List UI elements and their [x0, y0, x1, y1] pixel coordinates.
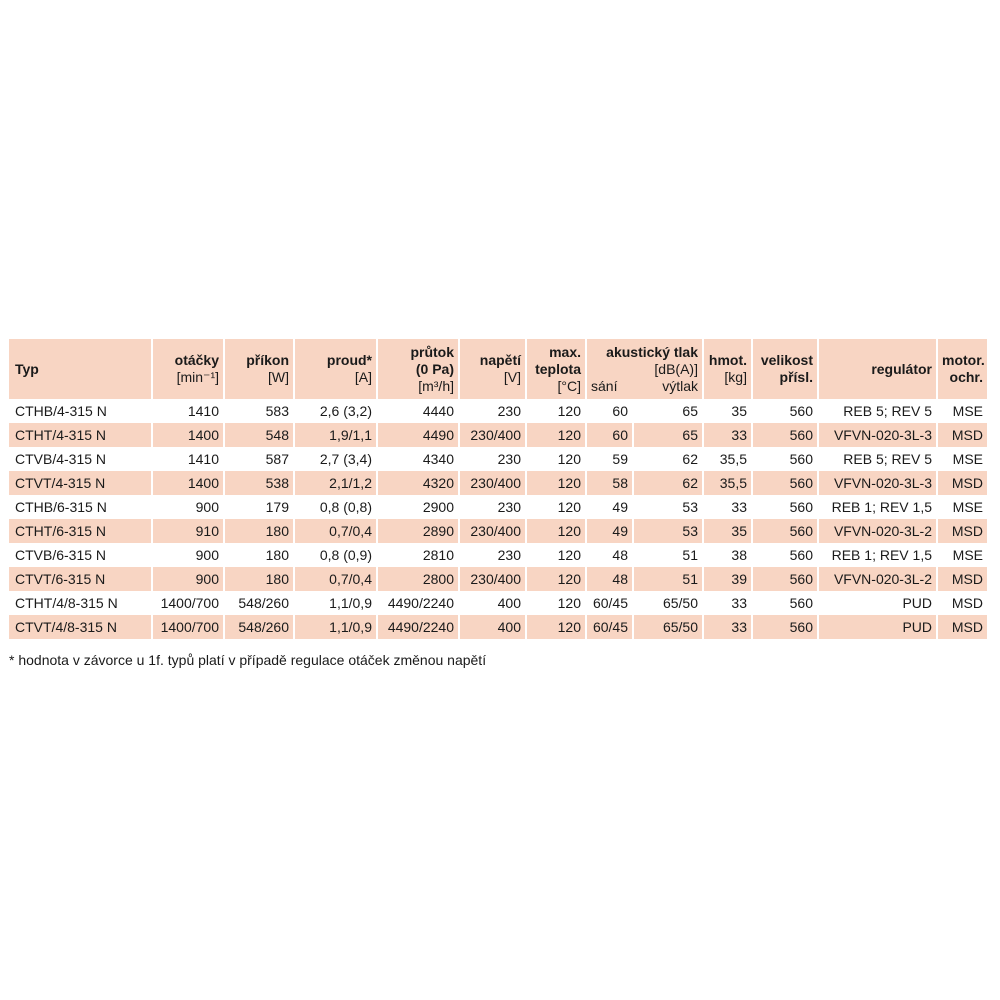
table-row [9, 447, 987, 471]
cell-teplota: 120 [526, 471, 586, 495]
col-header-otacky [152, 339, 224, 399]
cell-velikost: 560 [752, 615, 818, 639]
cell-teplota: 120 [526, 591, 586, 615]
velikost-label-2: přísl. [779, 369, 813, 385]
cell-prikon: 548/260 [224, 591, 294, 615]
proud-label: proud* [326, 352, 372, 368]
cell-prikon: 180 [224, 543, 294, 567]
teplota-unit: [°C] [557, 377, 581, 394]
col-header-motor [937, 339, 987, 399]
cell-proud: 0,8 (0,9) [294, 543, 377, 567]
cell-velikost: 560 [752, 495, 818, 519]
cell-teplota: 120 [526, 615, 586, 639]
cell-napeti: 230 [459, 495, 526, 519]
cell-prikon: 548/260 [224, 615, 294, 639]
cell-proud: 1,1/0,9 [294, 591, 377, 615]
cell-otacky: 1400/700 [152, 591, 224, 615]
cell-teplota: 120 [526, 399, 586, 423]
cell-tlak-vytlak: 65 [633, 399, 703, 423]
cell-regulator: REB 1; REV 1,5 [818, 495, 937, 519]
cell-regulator: REB 5; REV 5 [818, 447, 937, 471]
cell-typ: CTHB/4-315 N [9, 399, 152, 423]
table-row [9, 423, 987, 447]
cell-hmot: 33 [703, 423, 752, 447]
cell-napeti: 230 [459, 399, 526, 423]
table-row [9, 399, 987, 423]
cell-typ: CTVT/4/8-315 N [9, 615, 152, 639]
spec-table [9, 339, 987, 639]
cell-teplota: 120 [526, 543, 586, 567]
teplota-label-2: teplota [535, 360, 581, 377]
hmot-label: hmot. [708, 352, 747, 368]
cell-motor-ochrana: MSD [937, 615, 987, 639]
cell-typ: CTHB/6-315 N [9, 495, 152, 519]
hmot-unit: [kg] [724, 369, 747, 385]
cell-tlak-vytlak: 62 [633, 471, 703, 495]
cell-otacky: 900 [152, 543, 224, 567]
cell-napeti: 400 [459, 615, 526, 639]
cell-tlak-vytlak: 62 [633, 447, 703, 471]
cell-tlak-vytlak: 65/50 [633, 591, 703, 615]
cell-motor-ochrana: MSE [952, 547, 983, 563]
cell-proud: 0,7/0,4 [294, 567, 377, 591]
motor-label-2: ochr. [949, 369, 983, 385]
cell-tlak-vytlak: 65 [633, 423, 703, 447]
cell-velikost: 560 [752, 423, 818, 447]
col-header-hmot [703, 339, 752, 399]
cell-napeti: 400 [459, 591, 526, 615]
cell-tlak-vytlak: 53 [633, 495, 703, 519]
otacky-unit: [min⁻¹] [176, 369, 219, 385]
cell-tlak-sani: 60 [586, 399, 633, 423]
cell-tlak-sani: 60/45 [586, 591, 633, 615]
table-row [9, 591, 987, 615]
cell-motor-ochrana: MSE [952, 403, 983, 419]
cell-tlak-vytlak: 53 [633, 519, 703, 543]
tlak-subheaders [591, 378, 698, 395]
tlak-label: akustický tlak [606, 343, 698, 360]
cell-otacky: 900 [152, 567, 224, 591]
cell-hmot: 33 [703, 591, 752, 615]
cell-prikon: 179 [224, 495, 294, 519]
cell-regulator: VFVN-020-3L-3 [818, 471, 937, 495]
cell-regulator: VFVN-020-3L-2 [818, 519, 937, 543]
cell-hmot: 39 [703, 567, 752, 591]
napeti-unit: [V] [503, 369, 521, 385]
col-header-prutok [377, 339, 459, 399]
cell-velikost: 560 [752, 519, 818, 543]
cell-tlak-sani: 60/45 [586, 615, 633, 639]
cell-proud: 0,8 (0,8) [294, 495, 377, 519]
cell-prikon: 583 [224, 399, 294, 423]
tlak-sani-label: sání [591, 377, 618, 394]
cell-regulator: VFVN-020-3L-3 [818, 423, 937, 447]
typ-label: Typ [15, 360, 39, 377]
cell-typ: CTVT/4-315 N [9, 471, 152, 495]
col-header-napeti [459, 339, 526, 399]
proud-unit: [A] [354, 369, 372, 385]
footnote: * hodnota v závorce u 1f. typů platí v případě regulace otáček změnou napětí [9, 652, 487, 668]
cell-otacky: 1400 [152, 423, 224, 447]
cell-hmot: 33 [703, 495, 752, 519]
cell-regulator: REB 1; REV 1,5 [818, 543, 937, 567]
velikost-label-1: velikost [760, 352, 813, 368]
cell-proud: 2,6 (3,2) [294, 399, 377, 423]
cell-proud: 2,7 (3,4) [294, 447, 377, 471]
cell-napeti: 230/400 [459, 423, 526, 447]
cell-typ: CTVB/6-315 N [9, 543, 152, 567]
cell-prikon: 587 [224, 447, 294, 471]
cell-prikon: 538 [224, 471, 294, 495]
cell-tlak-sani: 49 [586, 495, 633, 519]
cell-tlak-sani: 49 [586, 519, 633, 543]
cell-napeti: 230/400 [459, 519, 526, 543]
cell-napeti: 230 [459, 543, 526, 567]
cell-prutok: 4490/2240 [377, 615, 459, 639]
cell-teplota: 120 [526, 519, 586, 543]
cell-prutok: 4340 [377, 447, 459, 471]
cell-proud: 2,1/1,2 [294, 471, 377, 495]
cell-prikon: 548 [224, 423, 294, 447]
table-row [9, 471, 987, 495]
cell-otacky: 910 [152, 519, 224, 543]
cell-otacky: 1400 [152, 471, 224, 495]
cell-otacky: 1400/700 [152, 615, 224, 639]
cell-velikost: 560 [752, 447, 818, 471]
cell-teplota: 120 [526, 567, 586, 591]
cell-prutok: 2900 [377, 495, 459, 519]
cell-typ: CTVT/6-315 N [9, 567, 152, 591]
cell-teplota: 120 [526, 423, 586, 447]
cell-tlak-vytlak: 65/50 [633, 615, 703, 639]
cell-regulator: PUD [818, 615, 937, 639]
cell-proud: 1,1/0,9 [294, 615, 377, 639]
cell-otacky: 1410 [152, 399, 224, 423]
cell-tlak-sani: 58 [586, 471, 633, 495]
cell-velikost: 560 [752, 471, 818, 495]
cell-tlak-sani: 59 [586, 447, 633, 471]
tlak-unit: [dB(A)] [654, 360, 698, 377]
cell-prutok: 2890 [377, 519, 459, 543]
cell-tlak-sani: 48 [586, 567, 633, 591]
col-header-teplota [526, 339, 586, 399]
cell-tlak-sani: 48 [586, 543, 633, 567]
table-row [9, 543, 987, 567]
cell-velikost: 560 [752, 399, 818, 423]
cell-otacky: 900 [152, 495, 224, 519]
cell-velikost: 560 [752, 543, 818, 567]
cell-teplota: 120 [526, 447, 586, 471]
col-header-typ [9, 339, 152, 399]
cell-prikon: 180 [224, 567, 294, 591]
cell-prutok: 4440 [377, 399, 459, 423]
cell-prutok: 2810 [377, 543, 459, 567]
cell-motor-ochrana: MSD [937, 423, 987, 447]
prutok-label: průtok [410, 343, 454, 360]
cell-velikost: 560 [752, 567, 818, 591]
regulator-label: regulátor [871, 360, 932, 377]
cell-hmot: 35,5 [703, 471, 752, 495]
cell-regulator: PUD [818, 591, 937, 615]
otacky-label: otáčky [174, 352, 219, 368]
cell-napeti: 230/400 [459, 567, 526, 591]
cell-prikon: 180 [224, 519, 294, 543]
cell-tlak-vytlak: 51 [633, 567, 703, 591]
cell-prutok: 2800 [377, 567, 459, 591]
cell-hmot: 35,5 [703, 447, 752, 471]
prutok-sub-label: (0 Pa) [415, 360, 454, 377]
cell-regulator: VFVN-020-3L-2 [818, 567, 937, 591]
col-header-regulator [818, 339, 937, 399]
prikon-unit: [W] [268, 369, 289, 385]
cell-hmot: 38 [703, 543, 752, 567]
cell-typ: CTHT/4/8-315 N [9, 591, 152, 615]
col-header-proud [294, 339, 377, 399]
cell-typ: CTHT/4-315 N [9, 423, 152, 447]
table-row [9, 495, 987, 519]
cell-napeti: 230 [459, 447, 526, 471]
cell-motor-ochrana: MSE [952, 451, 983, 467]
cell-regulator: REB 5; REV 5 [818, 399, 937, 423]
motor-label-1: motor. [942, 352, 985, 368]
cell-proud: 1,9/1,1 [294, 423, 377, 447]
table-row [9, 519, 987, 543]
cell-motor-ochrana: MSD [937, 567, 987, 591]
col-header-velikost [752, 339, 818, 399]
cell-hmot: 35 [703, 399, 752, 423]
cell-prutok: 4490/2240 [377, 591, 459, 615]
cell-hmot: 35 [703, 519, 752, 543]
cell-napeti: 230/400 [459, 471, 526, 495]
cell-hmot: 33 [703, 615, 752, 639]
prikon-label: příkon [246, 352, 289, 368]
cell-teplota: 120 [526, 495, 586, 519]
cell-velikost: 560 [752, 591, 818, 615]
prutok-unit: [m³/h] [418, 377, 454, 394]
col-header-prikon [224, 339, 294, 399]
cell-otacky: 1410 [152, 447, 224, 471]
cell-prutok: 4490 [377, 423, 459, 447]
col-header-akusticky-tlak [586, 339, 703, 399]
cell-motor-ochrana: MSD [951, 595, 983, 611]
table-body [9, 399, 987, 639]
teplota-label-1: max. [549, 343, 581, 360]
cell-typ: CTHT/6-315 N [9, 519, 152, 543]
cell-motor-ochrana: MSD [937, 471, 987, 495]
table-row [9, 567, 987, 591]
napeti-label: napětí [479, 352, 521, 368]
cell-tlak-sani: 60 [586, 423, 633, 447]
cell-prutok: 4320 [377, 471, 459, 495]
tlak-vytlak-label: výtlak [662, 377, 698, 394]
cell-tlak-vytlak: 51 [633, 543, 703, 567]
table-row [9, 615, 987, 639]
cell-proud: 0,7/0,4 [294, 519, 377, 543]
cell-motor-ochrana: MSD [937, 519, 987, 543]
cell-motor-ochrana: MSE [952, 499, 983, 515]
cell-typ: CTVB/4-315 N [9, 447, 152, 471]
header-row [9, 339, 987, 399]
